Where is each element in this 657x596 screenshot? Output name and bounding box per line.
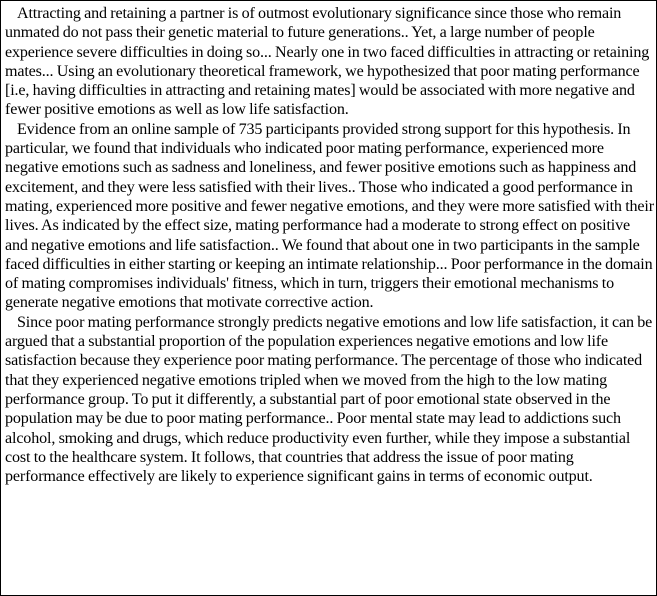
paragraph-3: Since poor mating performance strongly predicts negative emotions and low life satisfaction, it can be argued that a substantial proportion of the population experiences negative emotions and low life satisfaction because they experience poor mating performance. The percentage of those who indicated that they experienced negative emotions tripled when we moved from the high to the low mating performance group. To put it differently, a substantial part of poor emotional state observed in the population may be due to poor mating performance.. Poor mental state may lead to addictions such alcohol, smoking and drugs, which reduce productivity even further, while they impose a substantial cost to the healthcare system. It follows, that countries that address the issue of poor mating performance effectively are likely to experience significant gains in terms of economic output.: [5, 313, 653, 486]
document-body: [5, 4, 655, 486]
paragraph-1: Attracting and retaining a partner is of outmost evolutionary significance since those who remain unmated do not pass their genetic material to future generations.. Yet, a large number of people experience severe difficulties in doing so... Nearly one in two faced difficulties in attracting or retaining mates... Using an evolutionary theoretical framework, we hypothesized that poor mating performance [i.e, having difficulties in attracting and retaining mates] would be associated with more negative and fewer positive emotions as well as low life satisfaction.: [5, 5, 650, 119]
paragraph-2: Evidence from an online sample of 735 participants provided strong support for this hypothesis. In particular, we found that individuals who indicated poor mating performance, experienced more negative emotions such as sadness and loneliness, and fewer positive emotions such as happiness and excitement, and they were less satisfied with their lives.. Those who indicated a good performance in mating, experienced more positive and fewer negative emotions, and they were more satisfied with their lives. As indicated by the effect size, mating performance had a moderate to strong effect on positive and negative emotions and life satisfaction.. We found that about one in two participants in the sample faced difficulties in either starting or keeping an intimate relationship... Poor performance in the domain of mating compromises individuals' fitness, which in turn, triggers their emotional mechanisms to generate negative emotions that motivate corrective action.: [5, 120, 654, 312]
